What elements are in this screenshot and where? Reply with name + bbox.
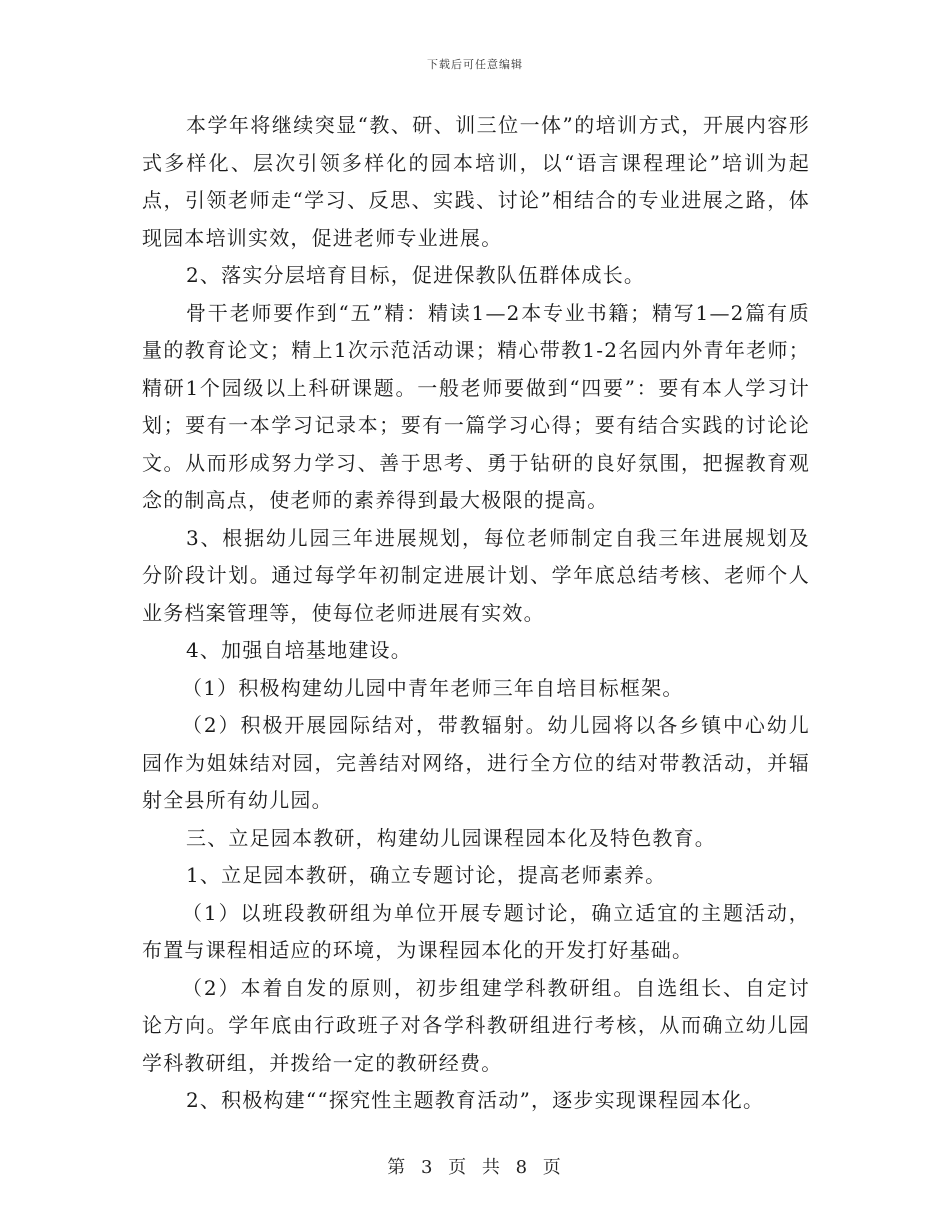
paragraph-heading-inquiry-activities: 2、积极构建““探究性主题教育活动”，逐步实现课程园本化。 [186, 1088, 765, 1112]
paragraph-backbone-teachers: 骨干老师要作到“五”精：精读1—2本专业书籍；精写1—2篇有质量的教育论文；精上1次示范活动课；精心带教1-2名园内外青年老师；精研1个园级以上科研课题。一般老师要做到“四要”：要有本人学习计划；要有一本学习记录本；要有一篇学习心得；要有结合实践的讨论论文。从而形成努力学习、善于思考、勇于钻研的良好氛围，把握教育观念的制高点，使老师的素养得到最大极限的提高。 [142, 300, 810, 512]
paragraph-heading-layered-goals: 2、落实分层培育目标，促进保教队伍群体成长。 [186, 263, 646, 287]
paragraph-item-1-topic-research: （1）以班段教研组为单位开展专题讨论，确立适宜的主题活动，布置与课程相适应的环境，为课程园本化的开发打好基础。 [142, 900, 810, 962]
section-heading-three: 三、立足园本教研，构建幼儿园课程园本化及特色教育。 [186, 825, 716, 850]
page-header: 下载后可任意编辑 [427, 58, 523, 71]
page-footer: 第 3 页 共 8 页 [387, 1157, 563, 1178]
paragraph-item-2-subject-groups: （2）本着自发的原则，初步组建学科教研组。自选组长、自定讨论方向。学年底由行政班子对各学科教研组进行考核，从而确立幼儿园学科教研组，并拨给一定的教研经费。 [142, 975, 810, 1075]
paragraph-training-approach: 本学年将继续突显“教、研、训三位一体”的培训方式，开展内容形式多样化、层次引领多样化的园本培训，以“语言课程理论”培训为起点，引领老师走“学习、反思、实践、讨论”相结合的专业进展之路，体现园本培训实效，促进老师专业进展。 [142, 113, 810, 250]
paragraph-item-2-pairing: （2）积极开展园际结对，带教辐射。幼儿园将以各乡镇中心幼儿园作为姐妹结对园，完善结对网络，进行全方位的结对带教活动，并辐射全县所有幼儿园。 [142, 713, 810, 812]
paragraph-item-1-framework: （1）积极构建幼儿园中青年老师三年自培目标框架。 [182, 675, 684, 700]
paragraph-three-year-plan: 3、根据幼儿园三年进展规划，每位老师制定自我三年进展规划及分阶段计划。通过每学年初制定进展计划、学年底总结考核、老师个人业务档案管理等，使每位老师进展有实效。 [142, 525, 810, 625]
paragraph-heading-base-building: 4、加强自培基地建设。 [186, 638, 412, 662]
document-body [142, 107, 810, 1120]
paragraph-heading-school-research: 1、立足园本教研，确立专题讨论，提高老师素养。 [186, 863, 667, 887]
